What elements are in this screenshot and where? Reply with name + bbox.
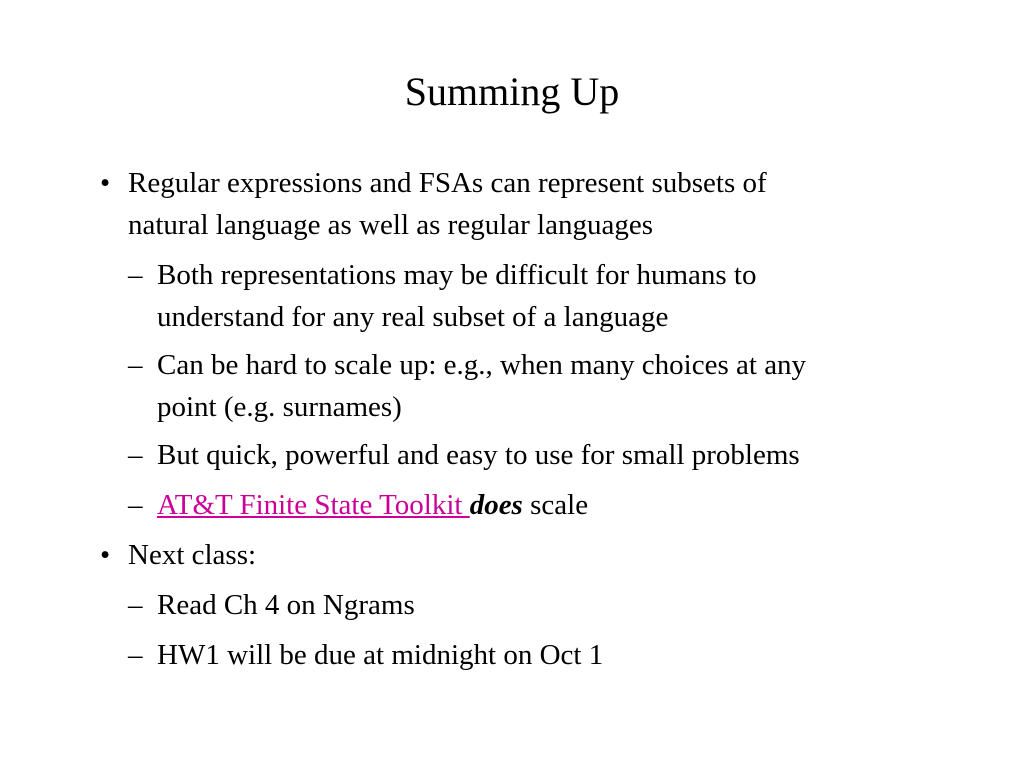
sub-bullet-text-line: Read Ch 4 on Ngrams: [157, 589, 415, 621]
bullet-marker: •: [100, 539, 111, 571]
sub-bullet-text-line: Can be hard to scale up: e.g., when many choices at any: [157, 349, 807, 381]
bullet-text-line: Next class:: [128, 539, 257, 571]
sub-bullet-text-line: HW1 will be due at midnight on Oct 1: [157, 639, 604, 671]
emphasis-text: does: [469, 489, 523, 521]
bullet-marker: •: [100, 167, 111, 199]
sub-bullet-marker: –: [128, 639, 143, 671]
bullet-text-line: Regular expressions and FSAs can represent subsets of: [128, 167, 767, 199]
sub-bullet-text-fragment: scale: [522, 489, 589, 521]
sub-bullet-text-line: understand for any real subset of a language: [157, 301, 669, 333]
sub-bullet-text-line: point (e.g. surnames): [157, 391, 402, 423]
sub-bullet-text-line: [157, 484, 588, 526]
att-toolkit-link[interactable]: AT&T Finite State Toolkit: [157, 489, 470, 521]
sub-bullet-marker: –: [128, 349, 143, 381]
sub-bullet-marker: –: [128, 259, 143, 291]
sub-bullet-marker: –: [128, 489, 143, 521]
sub-bullet-text-line: But quick, powerful and easy to use for small problems: [157, 439, 800, 471]
sub-bullet-marker: –: [128, 589, 143, 621]
bullet-text-line: natural language as well as regular languages: [128, 209, 654, 241]
sub-bullet-marker: –: [128, 439, 143, 471]
sub-bullet-text-line: Both representations may be difficult for humans to: [157, 259, 757, 291]
slide-title: Summing Up: [404, 69, 620, 114]
